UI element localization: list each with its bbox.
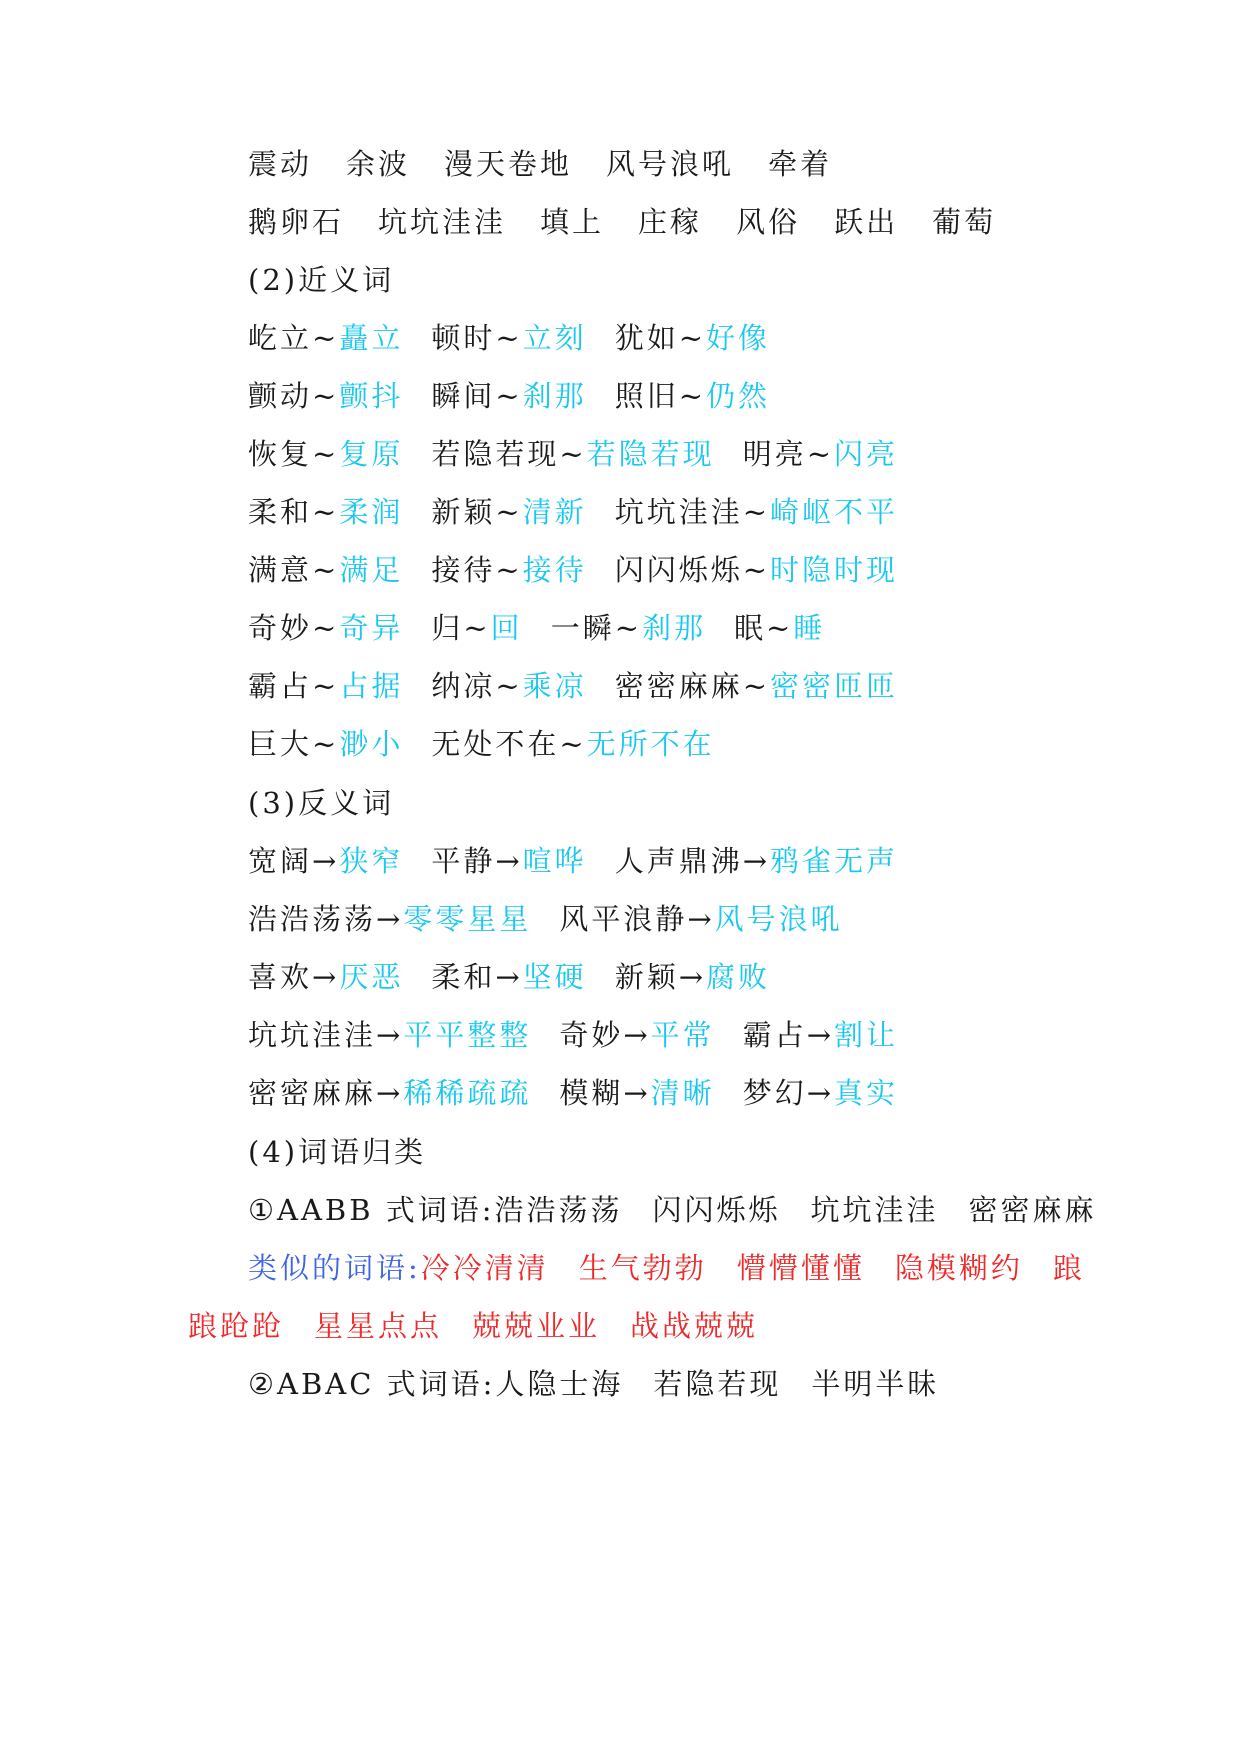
- answer: 时隐时现: [770, 553, 899, 587]
- antonym-pair: [615, 841, 898, 881]
- answer: 风号浪吼: [714, 902, 843, 936]
- answer: 占据: [339, 669, 404, 703]
- separator: ~: [312, 495, 340, 529]
- synonym-pair: [431, 434, 714, 474]
- term: 梦幻: [742, 1076, 807, 1110]
- answer: 真实: [834, 1076, 899, 1110]
- synonym-pair: [248, 666, 403, 706]
- separator: →: [678, 960, 707, 994]
- synonym-pair: [248, 434, 403, 474]
- answer: 崎岖不平: [770, 495, 899, 529]
- term: 密密麻麻: [614, 669, 743, 703]
- answer: 厌恶: [339, 960, 404, 994]
- word: 懵懵懂懂: [736, 1251, 865, 1285]
- term: 犹如: [614, 321, 679, 355]
- word-row-2: [248, 202, 1030, 242]
- antonym-pair: [559, 899, 842, 939]
- term: 浩浩荡荡: [248, 902, 377, 936]
- antonym-pair: [248, 1015, 531, 1055]
- separator: ~: [559, 437, 587, 471]
- term: 恢复: [248, 437, 313, 471]
- word: 坑坑洼洼: [810, 1193, 939, 1227]
- term: 一瞬: [550, 611, 615, 645]
- separator: →: [495, 960, 523, 994]
- separator: →: [623, 1076, 651, 1110]
- separator: ~: [312, 669, 340, 703]
- word: 风号浪吼: [606, 147, 735, 181]
- answer: 刹那: [642, 611, 707, 645]
- term: 若隐若现: [431, 437, 560, 471]
- term: 平静: [431, 844, 496, 878]
- synonym-pair: [431, 666, 586, 706]
- antonym-pair: [248, 841, 403, 881]
- term: 照旧: [614, 379, 679, 413]
- synonym-row: [248, 318, 798, 358]
- separator: ~: [312, 437, 340, 471]
- term: 眠: [734, 611, 767, 645]
- antonym-pair: [559, 1015, 714, 1055]
- answer: 回: [490, 611, 523, 645]
- word: 生气勃勃: [578, 1251, 707, 1285]
- word: 踉: [1052, 1251, 1085, 1285]
- word: 庄稼: [638, 205, 703, 239]
- word: 牵着: [768, 147, 833, 181]
- separator: →: [312, 844, 340, 878]
- antonym-row: [248, 957, 798, 997]
- answer: 奇异: [339, 611, 404, 645]
- word: 坑坑洼洼: [378, 205, 507, 239]
- answer: 矗立: [339, 321, 404, 355]
- term: 接待: [431, 553, 496, 587]
- separator: →: [495, 844, 523, 878]
- term: 坑坑洼洼: [614, 495, 743, 529]
- aabb-label: ①AABB 式词语:: [248, 1193, 495, 1227]
- answer: 腐败: [706, 960, 771, 994]
- antonym-pair: [559, 1073, 714, 1113]
- antonym-row: [248, 1073, 926, 1113]
- answer: 颤抖: [339, 379, 404, 413]
- separator: ~: [742, 553, 771, 587]
- word: 葡萄: [932, 205, 997, 239]
- answer: 柔润: [339, 495, 404, 529]
- similar-words-label: 类似的词语:: [248, 1251, 421, 1285]
- term: 霸占: [742, 1018, 807, 1052]
- term: 巨大: [248, 727, 313, 761]
- word: 浩浩荡荡: [494, 1193, 623, 1227]
- separator: →: [312, 960, 340, 994]
- word: 半明半昧: [811, 1367, 940, 1401]
- synonym-row: [248, 550, 926, 590]
- term: 满意: [248, 553, 313, 587]
- term: 奇妙: [559, 1018, 624, 1052]
- separator: →: [687, 902, 715, 936]
- synonym-pair: [248, 724, 403, 764]
- word: 闪闪烁烁: [652, 1193, 781, 1227]
- answer: 仍然: [706, 379, 771, 413]
- word: 踉跄跄: [188, 1309, 285, 1343]
- term: 霸占: [248, 669, 313, 703]
- synonym-pair: [248, 376, 403, 416]
- word: 战战兢兢: [630, 1309, 759, 1343]
- synonym-pair: [615, 376, 770, 416]
- antonym-row: [248, 1015, 926, 1055]
- word: 密密麻麻: [968, 1193, 1097, 1227]
- synonym-pair: [431, 550, 586, 590]
- separator: ~: [495, 553, 523, 587]
- separator: ~: [312, 321, 340, 355]
- word: 震动: [248, 147, 313, 181]
- aabb-row: [248, 1190, 1127, 1230]
- antonyms-heading: (3)反义词: [248, 786, 395, 820]
- separator: ~: [614, 611, 643, 645]
- synonym-pair: [431, 376, 586, 416]
- word: 漫天卷地: [444, 147, 573, 181]
- word: 星星点点: [314, 1309, 443, 1343]
- antonym-row: [248, 841, 926, 881]
- term: 顿时: [431, 321, 496, 355]
- term: 闪闪烁烁: [614, 553, 743, 587]
- separator: ~: [312, 553, 340, 587]
- answer: 若隐若现: [586, 437, 715, 471]
- synonym-pair: [431, 608, 522, 648]
- antonym-pair: [743, 1015, 898, 1055]
- antonym-pair: [743, 1073, 898, 1113]
- term: 喜欢: [248, 960, 313, 994]
- antonym-pair: [431, 841, 586, 881]
- answer: 复原: [339, 437, 404, 471]
- synonym-pair: [551, 608, 706, 648]
- word: 人隐士海: [495, 1367, 624, 1401]
- synonym-row: [248, 434, 926, 474]
- answer: 刹那: [522, 379, 587, 413]
- word: 鹅卵石: [248, 205, 345, 239]
- term: 柔和: [431, 960, 496, 994]
- answer: 无所不在: [586, 727, 715, 761]
- term: 新颖: [431, 495, 496, 529]
- answer: 平常: [650, 1018, 715, 1052]
- synonym-pair: [248, 492, 403, 532]
- answer: 狭窄: [339, 844, 404, 878]
- term: 奇妙: [248, 611, 313, 645]
- word: 冷冷清清: [420, 1251, 549, 1285]
- term: 密密麻麻: [248, 1076, 377, 1110]
- word: 若隐若现: [653, 1367, 782, 1401]
- answer: 渺小: [339, 727, 404, 761]
- synonym-row: [248, 492, 926, 532]
- antonym-pair: [431, 957, 586, 997]
- answer: 坚硬: [522, 960, 587, 994]
- separator: →: [376, 902, 404, 936]
- separator: ~: [495, 669, 523, 703]
- separator: ~: [312, 727, 340, 761]
- answer: 闪亮: [834, 437, 899, 471]
- term: 纳凉: [431, 669, 496, 703]
- term: 风平浪静: [559, 902, 688, 936]
- synonym-row: [248, 724, 743, 764]
- separator: ~: [495, 495, 523, 529]
- answer: 清晰: [650, 1076, 715, 1110]
- synonym-row: [248, 666, 926, 706]
- synonym-pair: [431, 318, 586, 358]
- synonym-pair: [431, 492, 586, 532]
- antonym-pair: [248, 1073, 531, 1113]
- answer: 接待: [522, 553, 587, 587]
- synonym-pair: [615, 550, 898, 590]
- term: 人声鼎沸: [614, 844, 743, 878]
- synonym-row: [248, 608, 853, 648]
- separator: ~: [678, 321, 707, 355]
- word-categories-heading: (4)词语归类: [248, 1135, 427, 1169]
- separator: →: [623, 1018, 651, 1052]
- separator: ~: [678, 379, 707, 413]
- term: 无处不在: [431, 727, 560, 761]
- answer: 清新: [522, 495, 587, 529]
- antonym-pair: [248, 899, 531, 939]
- term: 宽阔: [248, 844, 313, 878]
- answer: 喧哗: [522, 844, 587, 878]
- separator: ~: [312, 379, 340, 413]
- term: 归: [431, 611, 464, 645]
- answer: 稀稀疏疏: [403, 1076, 532, 1110]
- term: 明亮: [742, 437, 807, 471]
- separator: ~: [312, 611, 340, 645]
- answer: 睡: [793, 611, 826, 645]
- synonym-pair: [615, 318, 770, 358]
- synonym-pair: [248, 608, 403, 648]
- separator: ~: [559, 727, 587, 761]
- term: 模糊: [559, 1076, 624, 1110]
- synonym-pair: [743, 434, 898, 474]
- word: 余波: [346, 147, 411, 181]
- word: 兢兢业业: [472, 1309, 601, 1343]
- abac-label: ②ABAC 式词语:: [248, 1367, 496, 1401]
- synonym-pair: [615, 666, 898, 706]
- synonym-row: [248, 376, 798, 416]
- separator: ~: [495, 379, 523, 413]
- synonym-pair: [615, 492, 898, 532]
- separator: →: [376, 1076, 404, 1110]
- separator: ~: [742, 495, 771, 529]
- word: 跃出: [834, 205, 899, 239]
- separator: →: [376, 1018, 404, 1052]
- term: 瞬间: [431, 379, 496, 413]
- term: 坑坑洼洼: [248, 1018, 377, 1052]
- answer: 满足: [339, 553, 404, 587]
- separator: ~: [495, 321, 523, 355]
- antonym-pair: [615, 957, 770, 997]
- abac-row: [248, 1364, 969, 1404]
- separator: ~: [766, 611, 794, 645]
- antonym-pair: [248, 957, 403, 997]
- synonym-pair: [431, 724, 714, 764]
- antonym-row: [248, 899, 871, 939]
- term: 柔和: [248, 495, 313, 529]
- synonym-pair: [248, 550, 403, 590]
- synonym-pair: [248, 318, 403, 358]
- term: 新颖: [614, 960, 679, 994]
- separator: ~: [463, 611, 491, 645]
- separator: →: [806, 1076, 835, 1110]
- answer: 割让: [834, 1018, 899, 1052]
- separator: ~: [742, 669, 771, 703]
- synonyms-heading: (2)近义词: [248, 263, 395, 297]
- answer: 密密匝匝: [770, 669, 899, 703]
- word: 填上: [540, 205, 605, 239]
- separator: →: [742, 844, 771, 878]
- word: 风俗: [736, 205, 801, 239]
- answer: 平平整整: [403, 1018, 532, 1052]
- answer: 好像: [706, 321, 771, 355]
- separator: ~: [806, 437, 835, 471]
- term: 屹立: [248, 321, 313, 355]
- answer: 乘凉: [522, 669, 587, 703]
- term: 颤动: [248, 379, 313, 413]
- synonym-pair: [734, 608, 825, 648]
- word: 隐模糊约: [894, 1251, 1023, 1285]
- answer: 立刻: [522, 321, 587, 355]
- separator: →: [806, 1018, 835, 1052]
- word-row-1: [248, 144, 866, 184]
- answer: 鸦雀无声: [770, 844, 899, 878]
- similar-words-row-continued: [188, 1306, 788, 1346]
- answer: 零零星星: [403, 902, 532, 936]
- similar-words-row: [248, 1248, 1085, 1288]
